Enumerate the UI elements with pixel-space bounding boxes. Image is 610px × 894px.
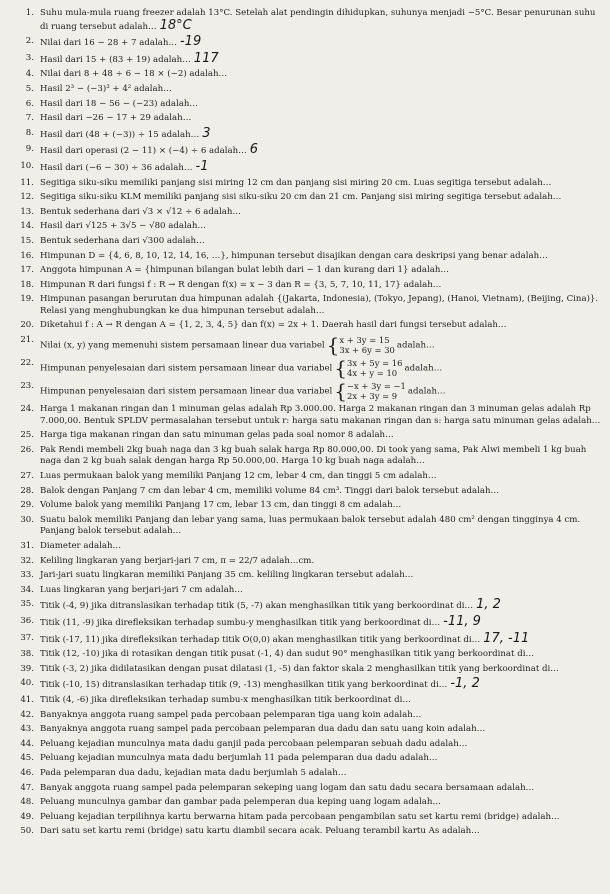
question-text xyxy=(40,69,604,81)
question-number: 20. xyxy=(20,320,34,331)
question-body: Peluang munculnya gambar dan gambar pada pelemperan dua keping uang logam adalah… xyxy=(40,797,442,808)
question-item xyxy=(14,8,604,33)
question-item xyxy=(14,404,604,427)
question-suffix: adalah… xyxy=(396,340,435,351)
question-item xyxy=(14,445,604,468)
question-item xyxy=(14,649,604,661)
question-item xyxy=(14,500,604,512)
question-number: 2. xyxy=(25,36,34,47)
question-text xyxy=(40,613,604,630)
equation-1: 3x + 5y = 16 xyxy=(347,358,403,369)
question-number: 35. xyxy=(20,599,34,610)
question-body: Banyak anggota ruang sampel pada pelemparan sekeping uang logam dan satu dadu secara bersamaan adalah… xyxy=(40,782,535,793)
question-text xyxy=(40,158,604,175)
question-item xyxy=(14,99,604,111)
question-number: 30. xyxy=(20,514,34,525)
question-number: 23. xyxy=(20,381,34,392)
question-number: 26. xyxy=(20,444,34,455)
question-text xyxy=(40,333,604,358)
question-text xyxy=(40,710,604,722)
equation-1: x + 3y = 15 xyxy=(339,335,390,346)
question-body: Diketahui f : A → R dengan A = {1, 2, 3, 4, 5} dan f(x) = 2x + 1. Daerah hasil dari fungsi tersebut adalah… xyxy=(40,320,507,331)
question-body: Titik (12, -10) jika di rotasikan dengan titik pusat (-1, 4) dan sudut 90° menghasilkan titik yang berkoordinat di… xyxy=(40,649,535,660)
question-body: Titik (-3, 2) jika didilatasikan dengan pusat dilatasi (1, -5) dan faktor skala 2 menghasilkan titik yang berkoordinat di… xyxy=(40,663,559,674)
question-item xyxy=(14,125,604,142)
question-number: 32. xyxy=(20,555,34,566)
question-item xyxy=(14,797,604,809)
question-number: 1. xyxy=(25,8,34,18)
question-number: 21. xyxy=(20,335,34,346)
question-body: Titik (-17, 11) jika direfleksikan terhadap titik O(0,0) akan menghasilkan titik yang berkoordinat di… xyxy=(40,634,481,645)
question-number: 27. xyxy=(20,471,34,482)
question-number: 33. xyxy=(20,570,34,581)
question-number: 44. xyxy=(20,738,34,749)
question-text xyxy=(40,695,604,707)
equation-2: 3x + 6y = 30 xyxy=(339,345,395,356)
question-text xyxy=(40,113,604,125)
question-text xyxy=(40,8,604,33)
question-text xyxy=(40,556,604,568)
handwritten-answer: 1, 2 xyxy=(476,597,501,613)
question-text xyxy=(40,649,604,661)
question-number: 8. xyxy=(25,127,34,138)
question-text xyxy=(40,404,604,427)
question-body: Harga tiga makanan ringan dan satu minuman gelas pada soal nomor 8 adalah… xyxy=(40,430,394,441)
question-item xyxy=(14,768,604,780)
question-text xyxy=(40,678,604,692)
question-item xyxy=(14,739,604,751)
question-number: 42. xyxy=(20,709,34,720)
question-body: Segitiga siku-siku KLM memiliki panjang sisi siku-siku 20 cm dan 21 cm. Panjang sisi miring segitiga tersebut adalah… xyxy=(40,192,562,203)
handwritten-answer: -1, 2 xyxy=(450,676,480,692)
handwritten-answer: -11, 9 xyxy=(443,613,481,629)
question-number: 19. xyxy=(20,294,34,305)
question-body: Luas lingkaran yang berjari-jari 7 cm adalah… xyxy=(40,584,243,595)
question-text xyxy=(40,724,604,736)
question-item xyxy=(14,36,604,50)
question-number: 34. xyxy=(20,584,34,595)
question-item xyxy=(14,251,604,263)
question-suffix: adalah… xyxy=(404,363,443,374)
question-text xyxy=(40,664,604,676)
question-number: 5. xyxy=(25,83,34,94)
question-number: 9. xyxy=(25,144,34,155)
question-body: Bentuk sederhana dari √3 × √12 ÷ 6 adalah… xyxy=(40,206,241,217)
question-number: 4. xyxy=(25,69,34,80)
question-body: Segitiga siku-siku memiliki panjang sisi miring 12 cm dan panjang sisi miring 20 cm. Luas segitiga tersebut adalah… xyxy=(40,177,552,188)
question-body: Anggota himpunan A = {himpunan bilangan bulat lebih dari − 1 dan kurang dari 1} adalah… xyxy=(40,265,449,276)
question-number: 38. xyxy=(20,649,34,660)
question-number: 15. xyxy=(20,235,34,246)
question-item xyxy=(14,471,604,483)
handwritten-answer: 17, -11 xyxy=(483,630,530,646)
question-text xyxy=(40,826,604,838)
question-text xyxy=(40,236,604,248)
question-number: 29. xyxy=(20,500,34,511)
question-body: Bentuk sederhana dari √300 adalah… xyxy=(40,235,205,246)
question-item xyxy=(14,113,604,125)
equation-2: 4x + y = 10 xyxy=(347,368,398,379)
question-item xyxy=(14,221,604,233)
question-item xyxy=(14,541,604,553)
question-body: Pak Rendi membeli 2kg buah naga dan 3 kg buah salak harga Rp 80.000,00. Di took yang sama, Pak Alwi membeli 1 kg buah naga dan 2 kg buah salak dengan harga Rp 50.000,00. Harga 10 kg buah naga adalah… xyxy=(40,444,587,467)
question-item xyxy=(14,812,604,824)
question-body: Peluang kejadian munculnya mata dadu berjumlah 11 pada pelemparan dua dadu adalah… xyxy=(40,753,438,764)
question-item xyxy=(14,356,604,381)
question-item xyxy=(14,486,604,498)
question-text xyxy=(40,739,604,751)
question-item xyxy=(14,144,604,158)
question-body: Volume balok yang memiliki Panjang 17 cm, lebar 13 cm, dan tinggi 8 cm adalah… xyxy=(40,500,402,511)
question-item xyxy=(14,379,604,404)
question-body: Himpunan R dari fungsi f : R → R dengan f(x) = x − 3 dan R = {3, 5, 7, 10, 11, 17} adalah… xyxy=(40,279,442,290)
question-item xyxy=(14,599,604,613)
question-number: 40. xyxy=(20,678,34,689)
question-item xyxy=(14,515,604,538)
question-body: Banyaknya anggota ruang sampel pada percobaan pelemparan dua dadu dan satu uang koin adalah… xyxy=(40,724,486,735)
question-body: Suatu balok memiliki Panjang dan lebar yang sama, luas permukaan balok tersebut adalah 480 cm² dengan tingginya 4 cm. Panjang balok tersebut adalah… xyxy=(40,514,581,537)
question-body: Nilai (x, y) yang memenuhi sistem persamaan linear dua variabel xyxy=(40,340,325,351)
handwritten-answer: 117 xyxy=(193,50,219,66)
question-text xyxy=(40,144,604,158)
question-item xyxy=(14,333,604,358)
question-text xyxy=(40,445,604,468)
question-suffix: adalah… xyxy=(407,386,446,397)
question-number: 13. xyxy=(20,206,34,217)
question-text xyxy=(40,294,604,317)
brace-symbol: { xyxy=(326,333,340,358)
question-text xyxy=(40,783,604,795)
question-number: 43. xyxy=(20,724,34,735)
brace-symbol: { xyxy=(334,356,348,381)
question-text xyxy=(40,812,604,824)
equation-1: −x + 3y = −1 xyxy=(347,381,406,392)
equation-system xyxy=(334,356,403,381)
equation-2: 2x + 3y = 9 xyxy=(347,391,398,402)
question-body: Himpunan penyelesaian dari sistem persamaan linear dua variabel xyxy=(40,386,333,397)
question-text xyxy=(40,630,604,647)
question-body: Jari-jari suatu lingkaran memiliki Panjang 35 cm. keliling lingkaran tersebut adalah… xyxy=(40,570,414,581)
handwritten-answer: -19 xyxy=(179,34,202,50)
question-body: Pada pelemparan dua dadu, kejadian mata dadu berjumlah 5 adalah… xyxy=(40,767,347,778)
question-body: Himpunan D = {4, 6, 8, 10, 12, 14, 16, …}, himpunan tersebut disajikan dengan cara deskripsi yang benar adalah… xyxy=(40,250,548,261)
question-number: 11. xyxy=(20,177,34,188)
question-text xyxy=(40,486,604,498)
question-item xyxy=(14,556,604,568)
question-text xyxy=(40,125,604,142)
question-text xyxy=(40,265,604,277)
question-item xyxy=(14,430,604,442)
question-text xyxy=(40,320,604,332)
question-item xyxy=(14,678,604,692)
question-text xyxy=(40,356,604,381)
question-body: Nilai dari 16 − 28 + 7 adalah… xyxy=(40,38,177,49)
question-number: 14. xyxy=(20,221,34,232)
question-number: 37. xyxy=(20,632,34,643)
question-body: Keliling lingkaran yang berjari-jari 7 cm, π = 22/7 adalah…cm. xyxy=(40,555,315,566)
question-text xyxy=(40,570,604,582)
question-number: 25. xyxy=(20,430,34,441)
question-number: 36. xyxy=(20,615,34,626)
question-item xyxy=(14,207,604,219)
question-number: 17. xyxy=(20,265,34,276)
question-text xyxy=(40,192,604,204)
question-text xyxy=(40,585,604,597)
question-body: Titik (4, -6) jika direfleksikan terhadap sumbu-x menghasilkan titik berkoordinat di… xyxy=(40,694,411,705)
question-text xyxy=(40,50,604,67)
question-item xyxy=(14,783,604,795)
question-body: Hasil dari (−6 − 30) ÷ 36 adalah… xyxy=(40,162,193,173)
question-body: Hasil dari 15 + (83 + 19) adalah… xyxy=(40,54,191,65)
equation-system xyxy=(334,379,406,404)
question-number: 28. xyxy=(20,485,34,496)
question-item xyxy=(14,710,604,722)
question-body: Nilai dari 8 + 48 ÷ 6 − 18 × (−2) adalah… xyxy=(40,69,228,80)
question-item xyxy=(14,613,604,630)
question-text xyxy=(40,430,604,442)
question-number: 41. xyxy=(20,694,34,705)
question-text xyxy=(40,599,604,613)
question-number: 49. xyxy=(20,811,34,822)
question-number: 45. xyxy=(20,753,34,764)
question-item xyxy=(14,280,604,292)
question-number: 22. xyxy=(20,358,34,369)
question-item xyxy=(14,724,604,736)
question-body: Luas permukaan balok yang memiliki Panjang 12 cm, lebar 4 cm, dan tinggi 5 cm adalah… xyxy=(40,471,437,482)
question-text xyxy=(40,471,604,483)
question-item xyxy=(14,50,604,67)
question-body: Hasil dari 18 − 56 − (−23) adalah… xyxy=(40,98,198,109)
question-item xyxy=(14,158,604,175)
question-text xyxy=(40,221,604,233)
question-text xyxy=(40,36,604,50)
equation-system xyxy=(326,333,395,358)
question-body: Hasil 2³ − (−3)³ + 4² adalah… xyxy=(40,83,172,94)
question-number: 31. xyxy=(20,541,34,551)
question-text xyxy=(40,500,604,512)
question-number: 3. xyxy=(25,52,34,63)
question-body: Balok dengan Panjang 7 cm dan lebar 4 cm, memiliki volume 84 cm³. Tinggi dari balok tersebut adalah… xyxy=(40,485,500,496)
question-item xyxy=(14,664,604,676)
question-body: Himpunan pasangan berurutan dua himpunan adalah {(Jakarta, Indonesia), (Tokyo, Jepang), (Hanoi, Vietnam), (Beijing, Cina)}. Relasi yang menghubungkan ke dua himpunan tersebut adalah… xyxy=(40,294,599,316)
question-number: 10. xyxy=(20,160,34,171)
question-text xyxy=(40,207,604,219)
question-item xyxy=(14,753,604,765)
question-item xyxy=(14,695,604,707)
question-body: Dari satu set kartu remi (bridge) satu kartu diambil secara acak. Peluang terambil kartu As adalah… xyxy=(40,826,480,837)
question-body: Peluang kejadian terpilihnya kartu berwarna hitam pada percobaan pengambilan satu set kartu remi (bridge) adalah… xyxy=(40,811,560,822)
question-body: Hasil dari operasi (2 − 11) × (−4) ÷ 6 adalah… xyxy=(40,146,247,157)
question-item xyxy=(14,178,604,190)
handwritten-answer: 18°C xyxy=(159,17,192,33)
question-body: Diameter adalah… xyxy=(40,541,122,551)
question-text xyxy=(40,768,604,780)
handwritten-answer: -1 xyxy=(195,158,209,174)
question-body: Himpunan penyelesaian dari sistem persamaan linear dua variabel xyxy=(40,363,333,374)
question-item xyxy=(14,69,604,81)
question-body: Harga 1 makanan ringan dan 1 minuman gelas adalah Rp 3.000.00. Harga 2 makanan ringan dan 3 minuman gelas adalah Rp 7.000,00. Bentuk SPLDV permasalahan tersebut untuk r: harga satu makanan ringan dan s: harga satu minuman gelas adalah… xyxy=(40,404,601,426)
question-number: 48. xyxy=(20,797,34,808)
question-item xyxy=(14,570,604,582)
handwritten-answer: 6 xyxy=(249,142,259,158)
question-number: 18. xyxy=(20,279,34,290)
question-body: Titik (11, -9) jika direfleksikan terhadap sumbu-y menghasilkan titik yang berkoordinat di… xyxy=(40,617,441,628)
question-item xyxy=(14,826,604,838)
question-body: Titik (-4, 9) jika ditranslasikan terhadap titik (5, -7) akan menghasilkan titik yang berkoordinat di… xyxy=(40,601,474,612)
question-text xyxy=(40,753,604,765)
question-text xyxy=(40,280,604,292)
handwritten-answer: 3 xyxy=(202,125,211,141)
question-body: Titik (-10, 15) ditranslasikan terhadap titik (9, -13) menghasilkan titik yang berkoordinat di… xyxy=(40,680,448,691)
question-item xyxy=(14,192,604,204)
question-number: 6. xyxy=(25,98,34,109)
question-item xyxy=(14,320,604,332)
question-text xyxy=(40,99,604,111)
question-number: 24. xyxy=(20,404,34,415)
question-item xyxy=(14,585,604,597)
question-body: Suhu mula-mula ruang freezer adalah 13°C. Setelah alat pendingin dihidupkan, suhunya menjadi −5°C. Besar penurunan suhu di ruang tersebut adalah… xyxy=(40,8,596,32)
question-text xyxy=(40,178,604,190)
question-number: 47. xyxy=(20,782,34,793)
question-number: 7. xyxy=(25,113,34,124)
question-number: 12. xyxy=(20,192,34,203)
brace-symbol: { xyxy=(334,379,348,404)
question-text xyxy=(40,797,604,809)
question-list xyxy=(14,8,604,841)
question-item xyxy=(14,630,604,647)
question-text xyxy=(40,84,604,96)
question-number: 46. xyxy=(20,767,34,778)
question-item xyxy=(14,265,604,277)
question-body: Peluang kejadian munculnya mata dadu ganjil pada percobaan pelemparan sebuah dadu adalah… xyxy=(40,738,468,749)
question-item xyxy=(14,84,604,96)
question-body: Hasil dari (48 + (−3)) ÷ 15 adalah… xyxy=(40,129,200,140)
question-body: Banyaknya anggota ruang sampel pada percobaan pelemparan tiga uang koin adalah… xyxy=(40,709,422,720)
question-text xyxy=(40,379,604,404)
question-item xyxy=(14,236,604,248)
question-body: Hasil dari −26 − 17 + 29 adalah… xyxy=(40,113,192,124)
question-text xyxy=(40,515,604,538)
question-number: 39. xyxy=(20,663,34,674)
question-text xyxy=(40,251,604,263)
question-number: 16. xyxy=(20,250,34,261)
question-item xyxy=(14,294,604,317)
question-text xyxy=(40,541,604,553)
question-number: 50. xyxy=(20,826,34,837)
question-body: Hasil dari √125 + 3√5 − √80 adalah… xyxy=(40,221,206,232)
